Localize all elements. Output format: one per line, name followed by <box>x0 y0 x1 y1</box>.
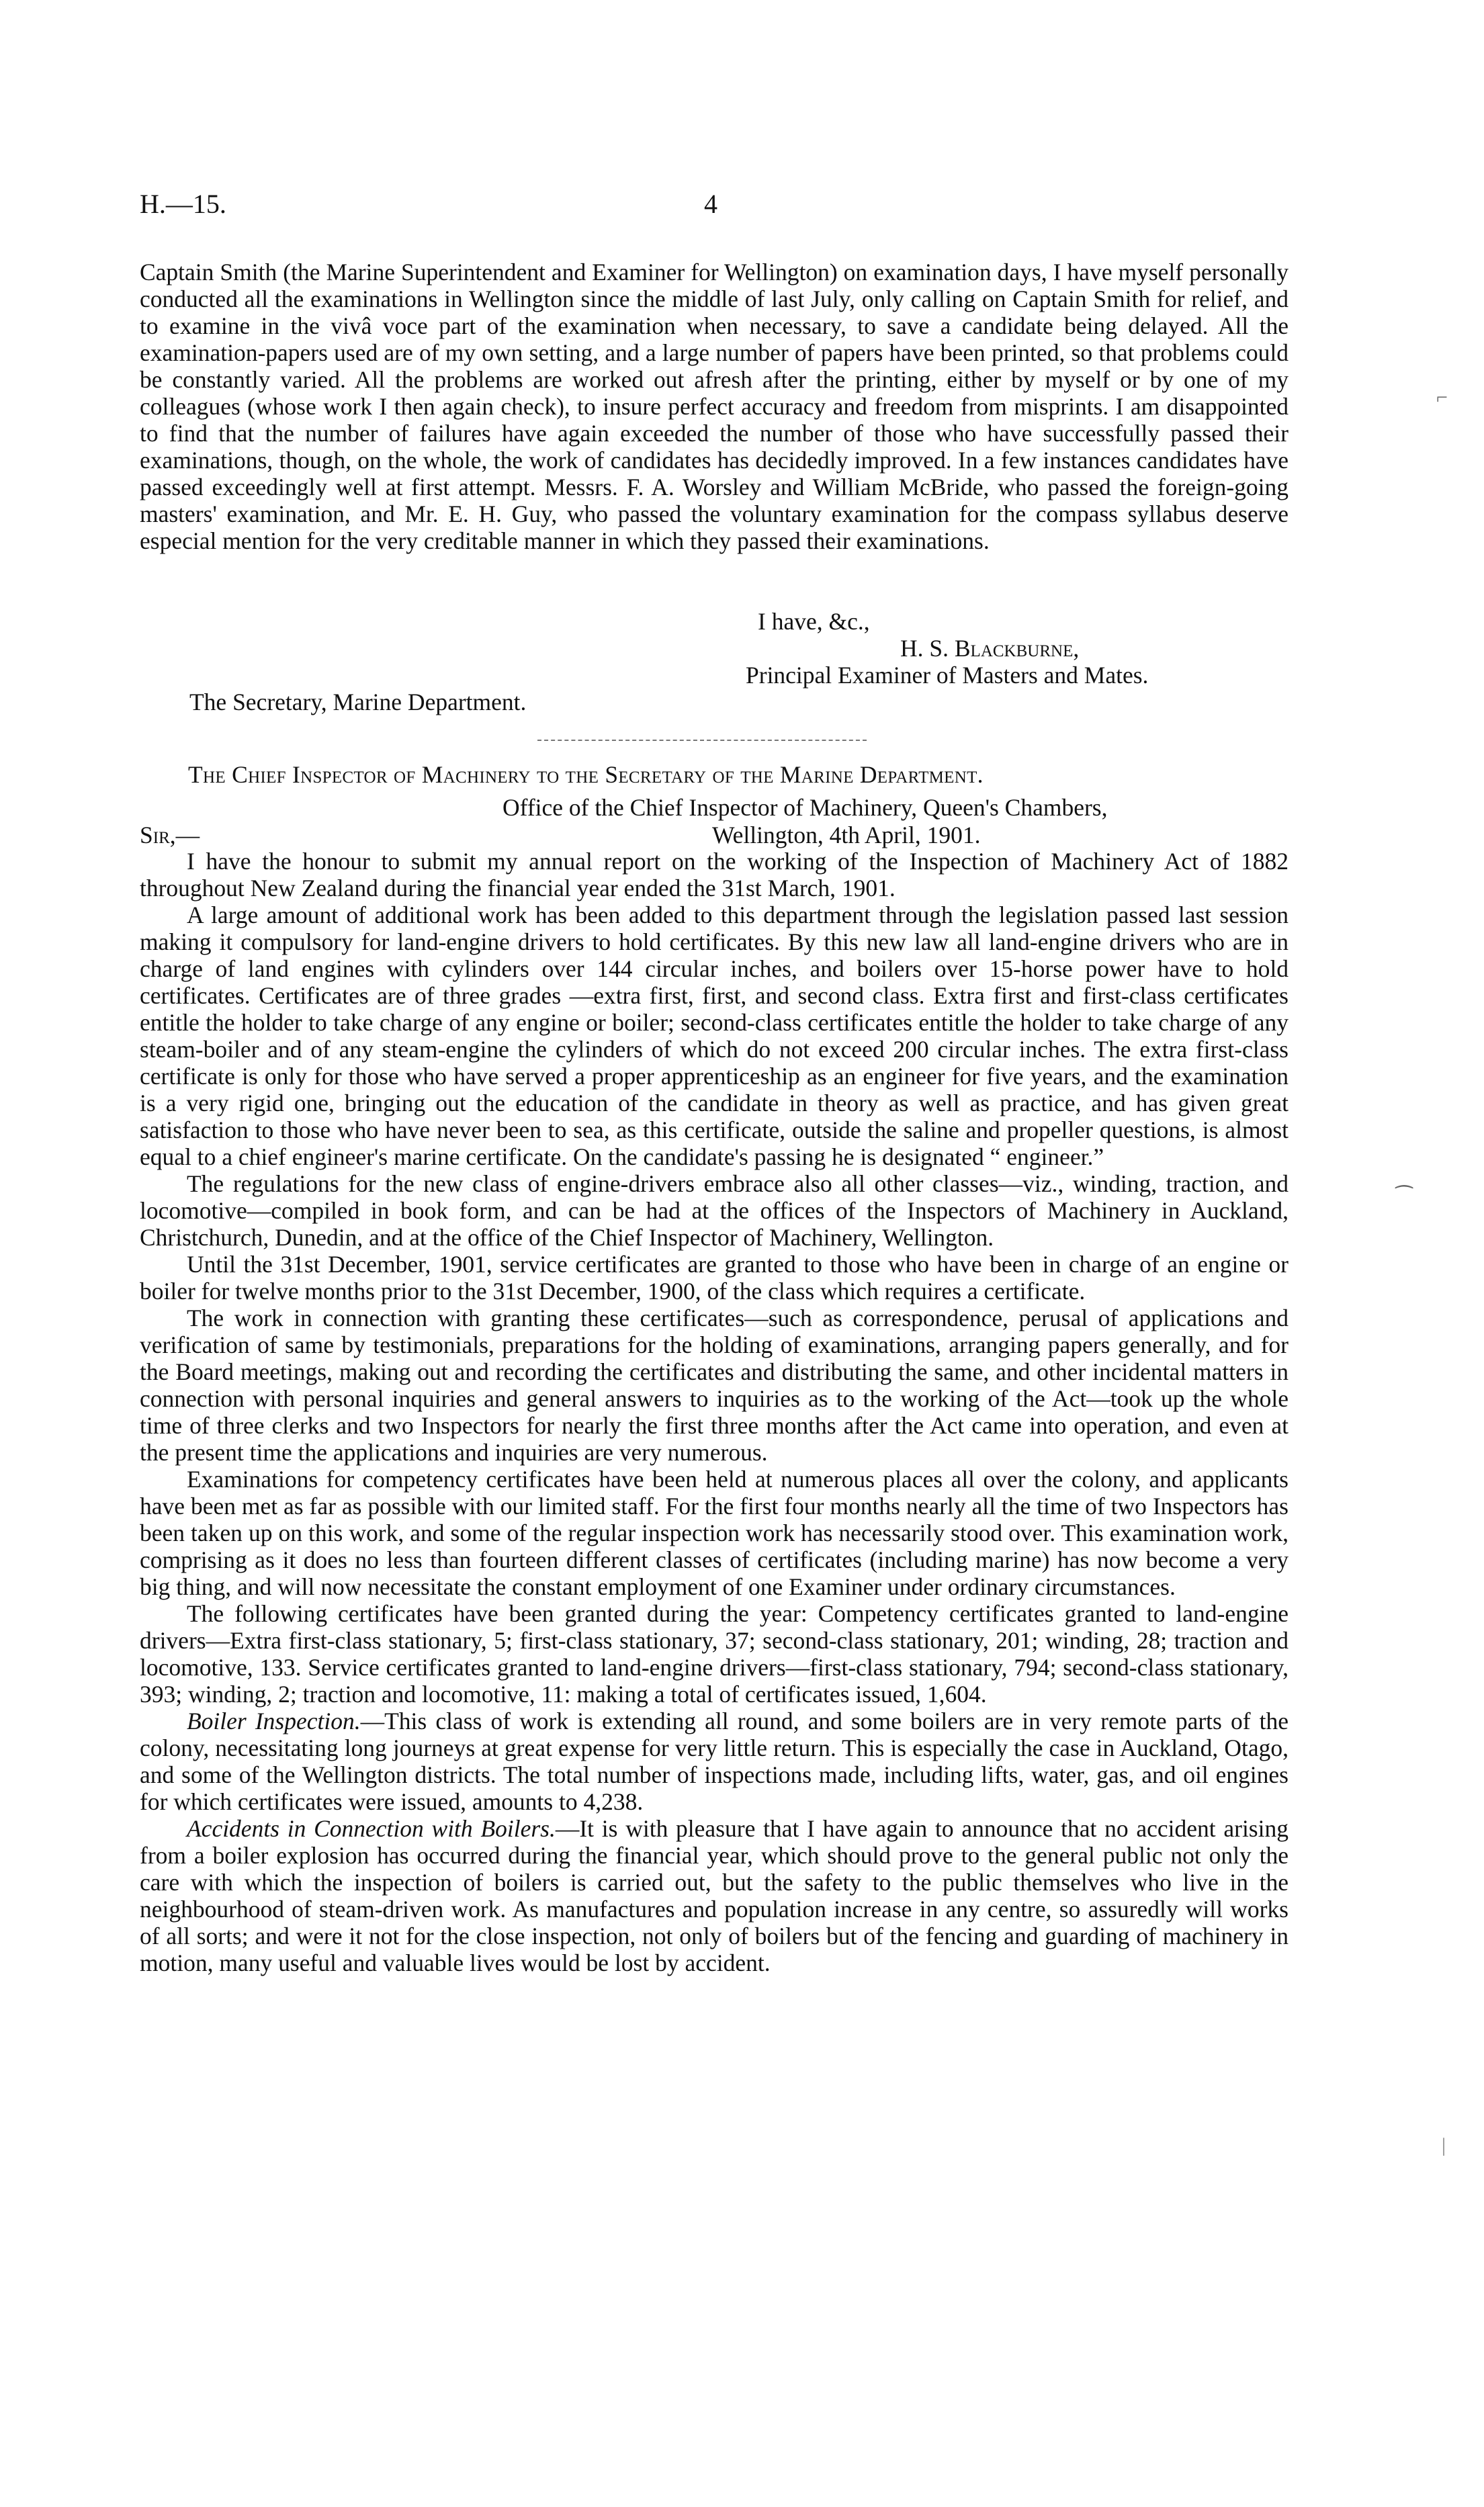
letter2-paragraph-7: The following certificates have been granted during the year: Competency certificates granted to land-engine drivers—Extra first-class stationary, 5; first-class stationary, 37; second-class stationary, 201; winding, 28; traction and locomotive, 133. Service certificates granted to land-engine drivers—first-class stationary, 794; second-class stationary, 393; winding, 2; traction and locomotive, 11: making a total of certificates issued, 1,604. <box>140 1600 1289 1708</box>
letter1-addressee: The Secretary, Marine Department. <box>189 689 527 715</box>
letter2-paragraph-4: Until the 31st December, 1901, service certificates are granted to those who have been in charge of an engine or boiler for twelve months prior to the 31st December, 1900, of the class which requires a certificate. <box>140 1251 1289 1305</box>
letter1-paragraph: Captain Smith (the Marine Superintendent and Examiner for Wellington) on examination days, I have myself personally conducted all the examinations in Wellington since the middle of last July, only calling on Captain Smith for relief, and to examine in the vivâ voce part of the examination when necessary, to save a candidate being delayed. All the examination-papers used are of my own setting, and a large number of papers have been printed, so that problems could be constantly varied. All the problems are worked out afresh after the printing, either by myself or by one of my colleagues (whose work I then again check), to insure perfect accuracy and freedom from misprints. I am disappointed to find that the number of failures have again exceeded the number of those who have successfully passed their examinations, though, on the whole, the work of candidates has decidedly improved. In a few instances candidates have passed exceedingly well at first attempt. Messrs. F. A. Worsley and William McBride, who passed the foreign-going masters' examination, and Mr. E. H. Guy, who passed the voluntary examination for the compass syllabus deserve especial mention for the very creditable manner in which they passed their examinations. <box>140 259 1289 554</box>
letter1-closing: I have, &c., <box>758 608 870 635</box>
letter2-paragraph-5: The work in connection with granting these certificates—such as correspondence, perusal of applications and verification of same by testimonials, preparations for the holding of examinations, arranging papers generally, and for the Board meetings, making out and recording the certificates and distributing the same, and other incidental matters in connection with personal inquiries and general answers to inquiries as to the working of the Act—took up the whole time of three clerks and two Inspectors for nearly the first three months after the Act came into operation, and even at the present time the applications and inquiries are very numerous. <box>140 1305 1289 1466</box>
letter1-signatory-title: Principal Examiner of Masters and Mates. <box>746 662 1149 689</box>
letter2-body <box>140 848 1289 1976</box>
accidents-text: —It is with pleasure that I have again to announce that no accident arising from a boiler explosion has occurred during the financial year, which should prove to the general public not only the care with which the inspection of boilers is carried out, but the safety to the public themselves who live in the neighbourhood of steam-driven work. As manufactures and population increase in any centre, so assuredly will works of all sorts; and were it not for the close inspection, not only of boilers but of the fencing and guarding of machinery in motion, many useful and valuable lives would be lost by accident. <box>140 1815 1289 1976</box>
accidents-paragraph <box>140 1815 1289 1976</box>
section-divider <box>537 740 867 741</box>
boiler-inspection-paragraph <box>140 1708 1289 1815</box>
document-reference: H.—15. <box>140 189 226 219</box>
letter2-paragraph-3: The regulations for the new class of engine-drivers embrace also all other classes—viz., winding, traction, and locomotive—compiled in book form, and can be had at the offices of the Inspectors of Machinery in Auckland, Christchurch, Dunedin, and at the office of the Chief Inspector of Machinery, Wellington. <box>140 1170 1289 1251</box>
letter1-signatory: H. S. Blackburne, <box>900 635 1080 662</box>
boiler-inspection-text: —This class of work is extending all round, and some boilers are in very remote parts of the colony, necessitating long journeys at great expense for very little return. This is especially the case in Auckland, Otago, and some of the Wellington districts. The total number of inspections made, including lifts, water, gas, and oil engines for which certificates were issued, amounts to 4,238. <box>140 1708 1289 1815</box>
letter2-date: Wellington, 4th April, 1901. <box>712 822 981 848</box>
margin-pencil-mark: ⁀ <box>1396 1186 1413 1208</box>
margin-tick-mark: ᛁ <box>1438 2136 1450 2158</box>
letter2-paragraph-1: I have the honour to submit my annual report on the working of the Inspection of Machinery Act of 1882 throughout New Zealand during the financial year ended the 31st March, 1901. <box>140 848 1289 901</box>
margin-scribble-mark: ⌐ <box>1436 386 1448 408</box>
page-header <box>140 188 1349 228</box>
letter2-title: The Chief Inspector of Machinery to the Secretary of the Marine Department. <box>188 761 984 788</box>
page-number: 4 <box>704 189 717 219</box>
letter2-salutation: Sir,— <box>140 822 200 848</box>
accidents-heading: Accidents in Connection with Boilers. <box>187 1815 556 1842</box>
boiler-inspection-heading: Boiler Inspection. <box>187 1708 361 1734</box>
letter1-body <box>140 259 1289 554</box>
letter2-paragraph-6: Examinations for competency certificates have been held at numerous places all over the colony, and applicants have been met as far as possible with our limited staff. For the first four months nearly all the time of two Inspectors has been taken up on this work, and some of the regular inspection work has necessarily stood over. This examination work, comprising as it does no less than fourteen different classes of certificates (including marine) has now become a very big thing, and will now necessitate the constant employment of one Examiner under ordinary circumstances. <box>140 1466 1289 1600</box>
letter2-paragraph-2: A large amount of additional work has been added to this department through the legislation passed last session making it compulsory for land-engine drivers to hold certificates. By this new law all land-engine drivers who are in charge of land engines with cylinders over 144 circular inches, and boilers over 15-horse power have to hold certificates. Certificates are of three grades —extra first, first, and second class. Extra first and first-class certificates entitle the holder to take charge of any engine or boiler; second-class certificates entitle the holder to take charge of any steam-boiler and of any steam-engine the cylinders of which do not exceed 200 circular inches. The extra first-class certificate is only for those who have served a proper apprenticeship as an engineer for five years, and the examination is a very rigid one, bringing out the education of the candidate in theory as well as practice, and has given great satisfaction to those who have never been to sea, as this certificate, outside the saline and propeller questions, is almost equal to a chief engineer's marine certificate. On the candidate's passing he is designated “ engineer.” <box>140 901 1289 1170</box>
letter2-office-line: Office of the Chief Inspector of Machinery, Queen's Chambers, <box>503 794 1108 821</box>
